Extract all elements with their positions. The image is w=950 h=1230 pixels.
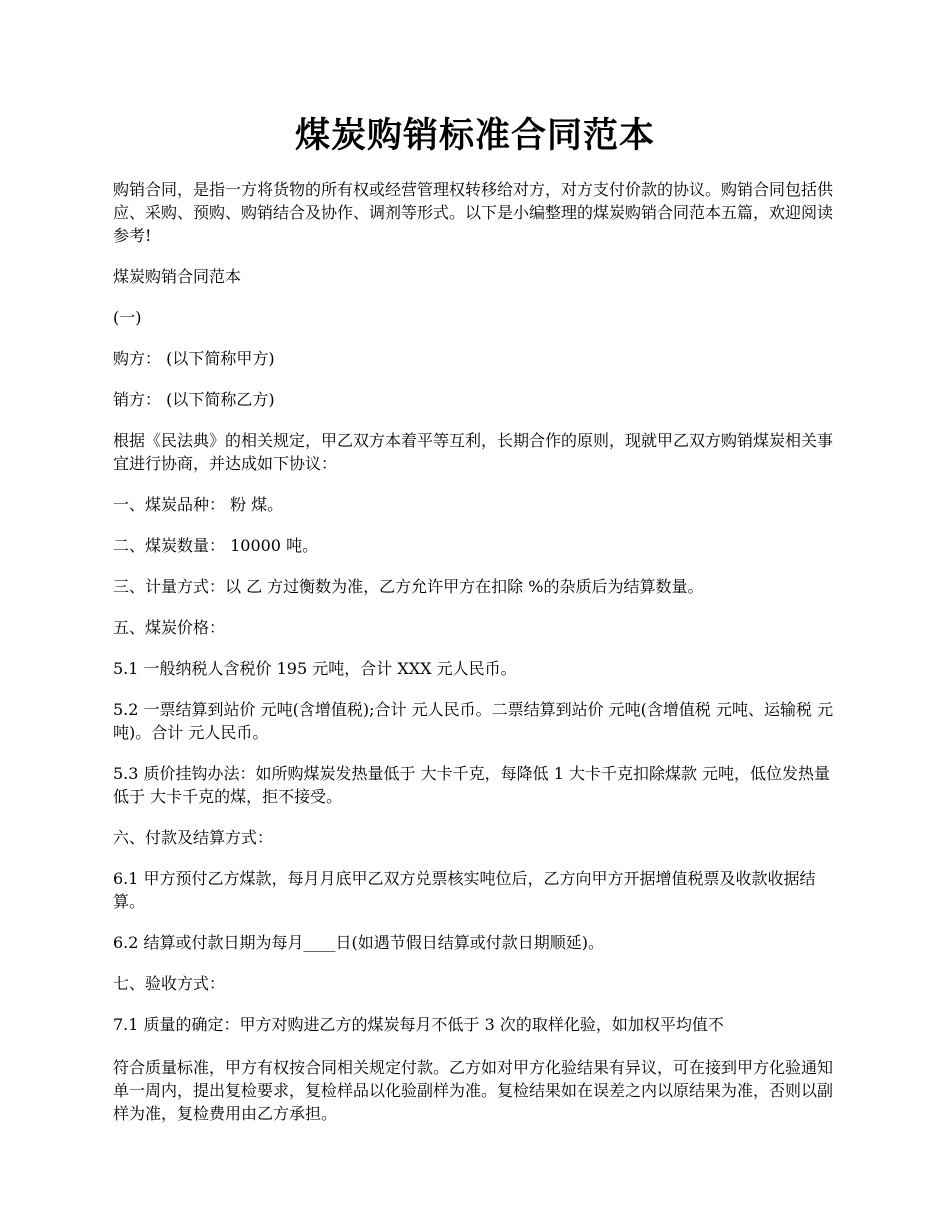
paragraph-price-5-2: 5.2 一票结算到站价 元吨(含增值税);合计 元人民币。二票结算到站价 元吨(含增值税 元吨、运输税 元吨)。合计 元人民币。 [113,700,834,742]
paragraph-price-5-1: 5.1 一般纳税人含税价 195 元吨，合计 XXX 元人民币。 [113,659,517,678]
paragraph-coal-type: 一、煤炭品种： 粉 煤。 [113,495,284,514]
paragraph-section-number: (一) [113,308,142,327]
paragraph-intro: 购销合同，是指一方将货物的所有权或经营管理权转移给对方，对方支付价款的协议。购销合同包括供应、采购、预购、购销结合及协作、调剂等形式。以下是小编整理的煤炭购销合同范本五篇，欢迎阅读参考! [113,180,834,245]
paragraph-measurement: 三、计量方式：以 乙 方过衡数为准，乙方允许甲方在扣除 %的杂质后为结算数量。 [113,577,704,596]
paragraph-inspection-continued: 符合质量标准，甲方有权按合同相关规定付款。乙方如对甲方化验结果有异议，可在接到甲方化验通知单一周内，提出复检要求，复检样品以化验副样为准。复检结果如在误差之内以原结果为准，否则以副样为准，复检费用由乙方承担。 [113,1058,834,1123]
paragraph-inspection-7-1: 7.1 质量的确定：甲方对购进乙方的煤炭每月不低于 3 次的取样化验，如加权平均值不 [113,1015,724,1034]
paragraph-heading: 煤炭购销合同范本 [113,267,242,286]
document-body [113,178,843,1143]
paragraph-inspection-heading: 七、验收方式： [113,974,226,993]
paragraph-price-heading: 五、煤炭价格： [113,618,226,637]
paragraph-payment-6-2: 6.2 结算或付款日期为每月____日(如遇节假日结算或付款日期顺延)。 [113,933,605,952]
paragraph-preamble: 根据《民法典》的相关规定，甲乙双方本着平等互利，长期合作的原则，现就甲乙双方购销煤炭相关事宜进行协商，并达成如下协议： [113,431,834,473]
document-title: 煤炭购销标准合同范本 [294,115,655,156]
paragraph-price-5-3: 5.3 质价挂钩办法：如所购煤炭发热量低于 大卡千克，每降低 1 大卡千克扣除煤款 元吨，低位发热量低于 大卡千克的煤，拒不接受。 [113,764,831,806]
paragraph-coal-quantity: 二、煤炭数量： 10000 吨。 [113,536,319,555]
paragraph-payment-heading: 六、付款及结算方式： [113,828,274,847]
paragraph-buyer: 购方： (以下简称甲方) [113,349,275,368]
paragraph-payment-6-1: 6.1 甲方预付乙方煤款，每月月底甲乙双方兑票核实吨位后，乙方向甲方开据增值税票及收款收据结算。 [113,869,816,911]
paragraph-seller: 销方： (以下简称乙方) [113,390,275,409]
